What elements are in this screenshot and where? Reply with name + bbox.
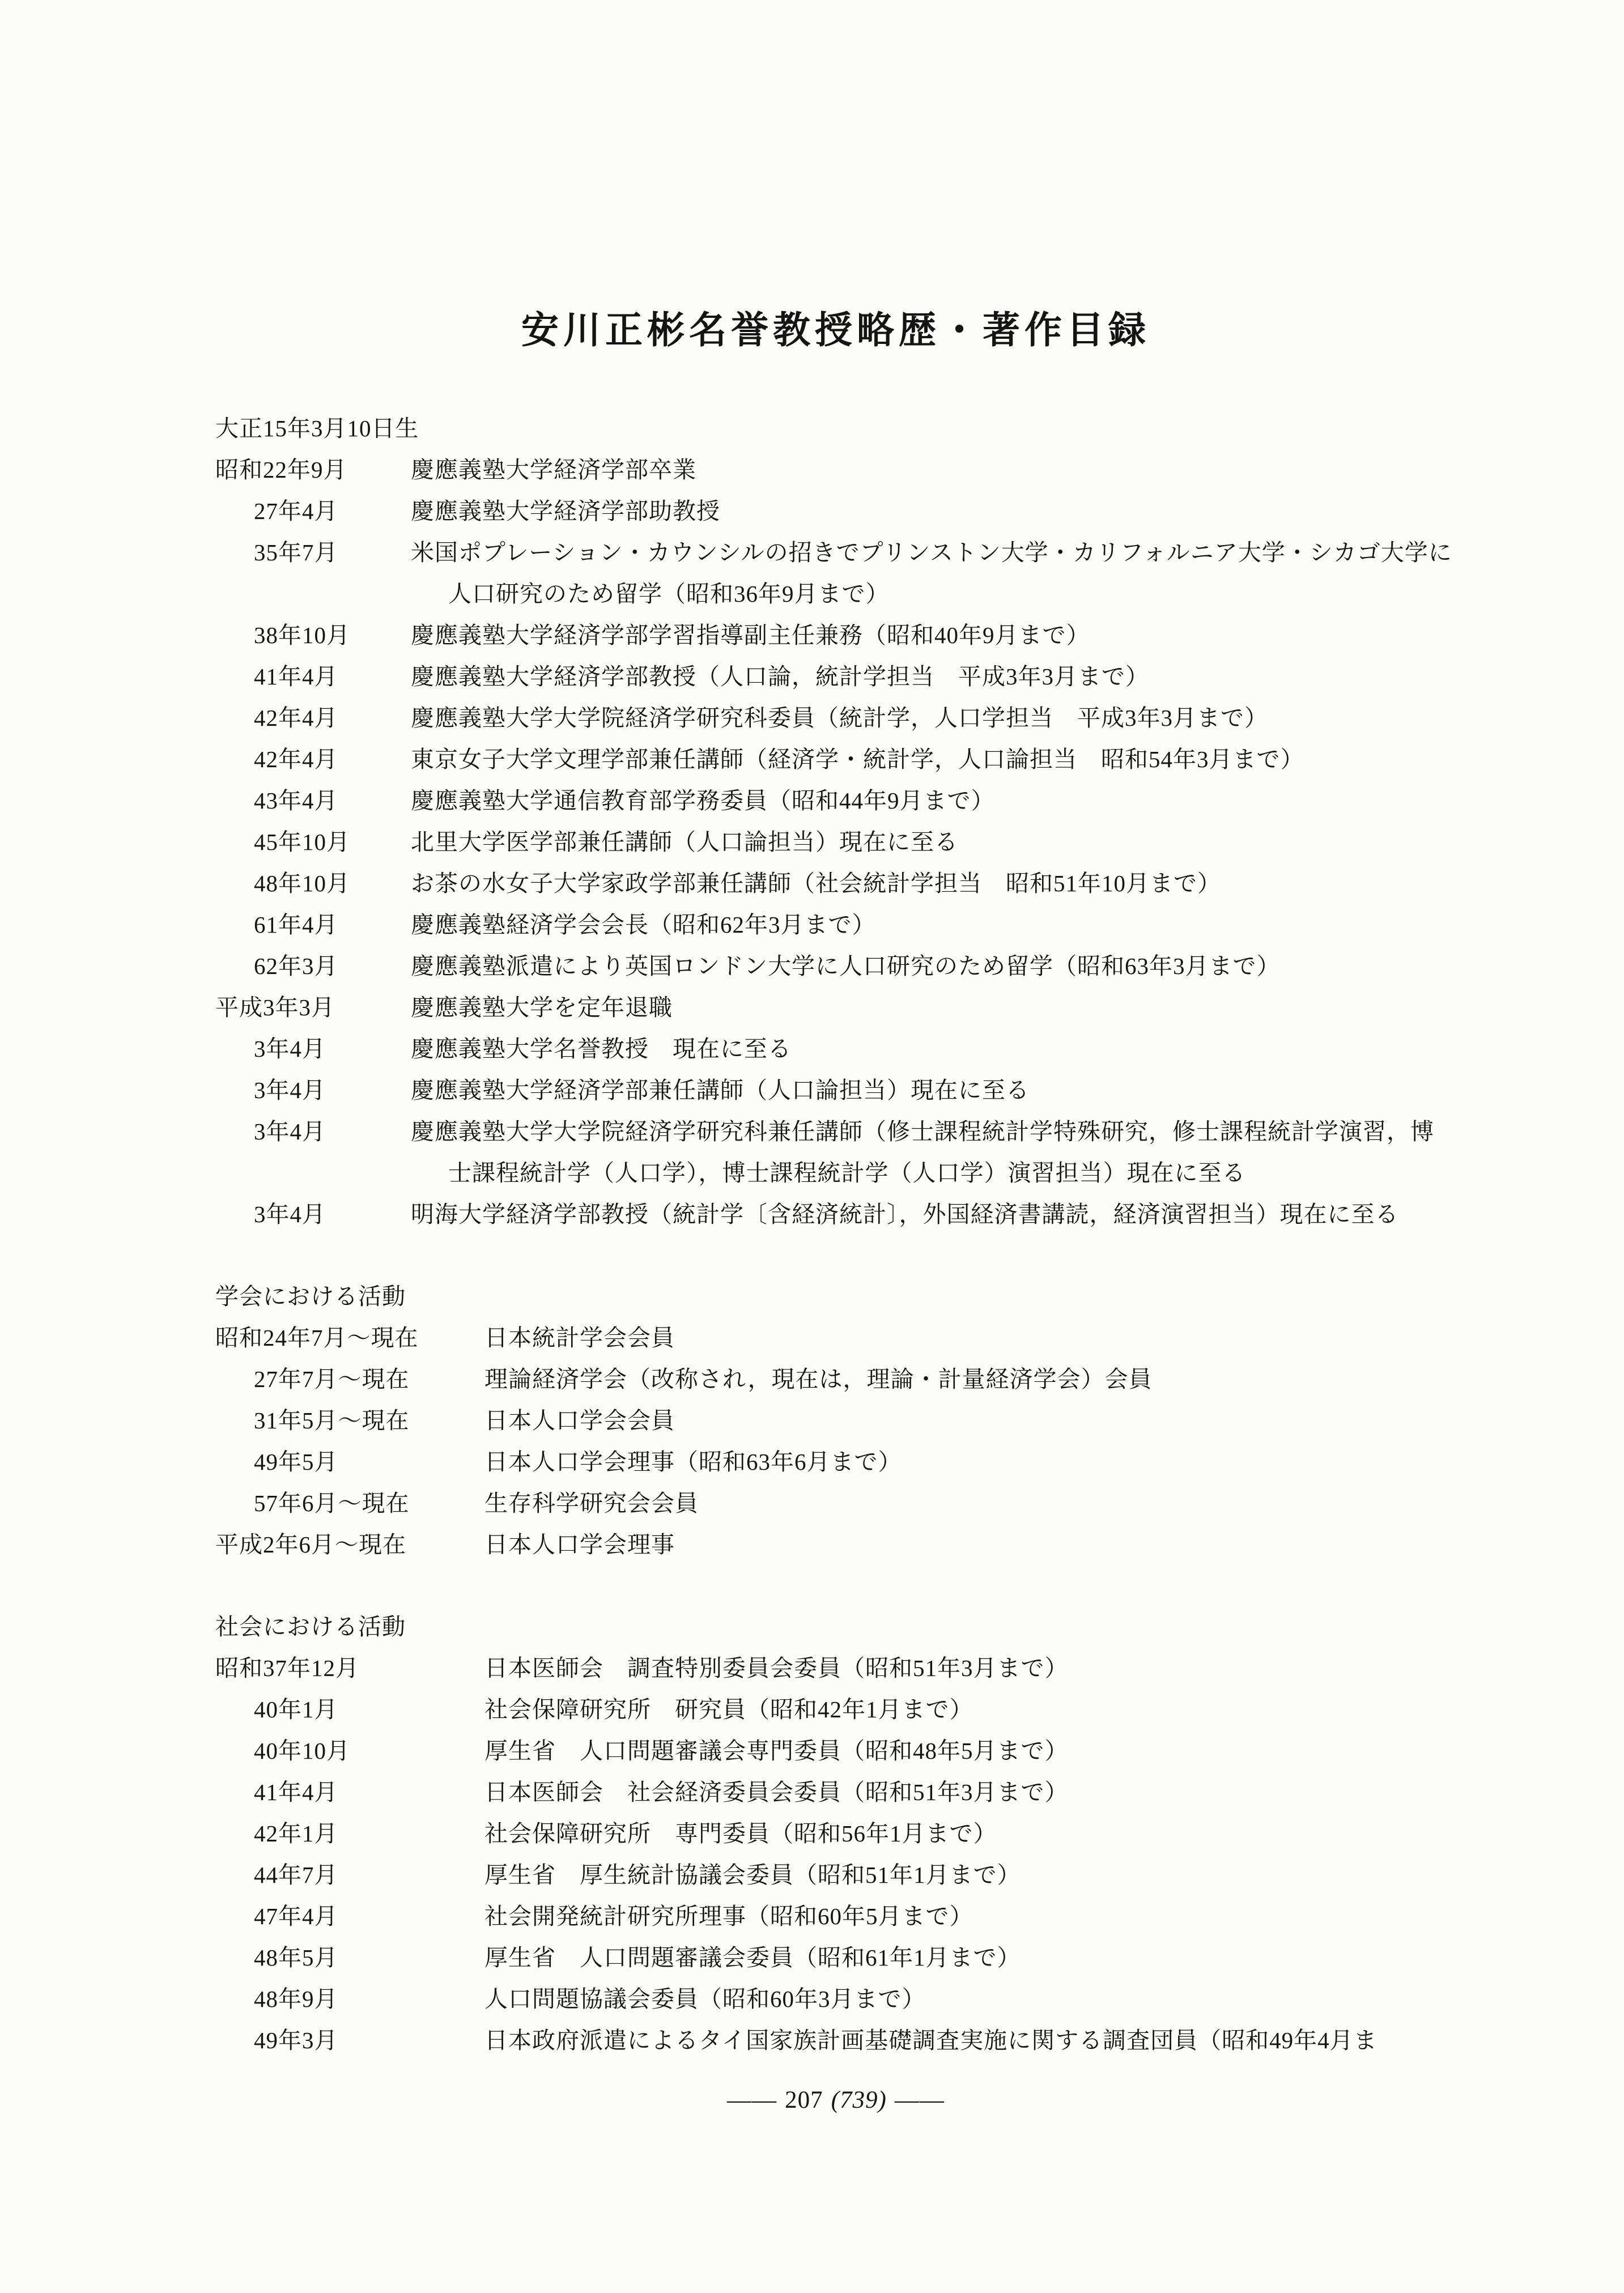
activity-entry — [215, 1813, 1456, 1854]
career-entry — [215, 987, 1456, 1028]
footer-dash-right: ―― — [894, 2087, 945, 2113]
career-entry — [215, 780, 1456, 822]
activity-entry — [215, 1400, 1456, 1441]
entry-date: 47年4月 — [254, 1903, 338, 1929]
entry-text: 慶應義塾大学大学院経済学研究科委員（統計学，人口学担当 平成3年3月まで） — [411, 705, 1268, 731]
sections — [215, 1276, 1456, 2061]
activity-entry — [215, 1854, 1456, 1896]
entry-text: 慶應義塾大学通信教育部学務委員（昭和44年9月まで） — [411, 788, 995, 814]
page-footer — [215, 2086, 1456, 2114]
document-body — [215, 408, 1456, 2061]
entry-date: 48年9月 — [254, 1986, 338, 2012]
section-entry-list — [215, 1317, 1456, 1565]
career-entry — [215, 449, 1456, 491]
entry-date: 48年5月 — [254, 1945, 338, 1971]
activity-entry — [215, 1483, 1456, 1524]
entry-text: 慶應義塾大学名誉教授 現在に至る — [411, 1036, 792, 1062]
footer-dash-left: ―― — [727, 2087, 777, 2113]
career-entry — [215, 1194, 1456, 1235]
entry-text: お茶の水女子大学家政学部兼任講師（社会統計学担当 昭和51年10月まで） — [411, 870, 1221, 896]
career-entry — [215, 739, 1456, 780]
entry-text: 慶應義塾大学経済学部兼任講師（人口論担当）現在に至る — [411, 1077, 1030, 1103]
entry-text: 慶應義塾大学大学院経済学研究科兼任講師（修士課程統計学特殊研究，修士課程統計学演習，博士課程統計学（人口学），博士課程統計学（人口学）演習担当）現在に至る — [411, 1118, 1434, 1186]
activity-entry — [215, 1979, 1456, 2020]
activity-entry — [215, 1937, 1456, 1979]
entry-text: 日本人口学会会員 — [484, 1407, 675, 1433]
entry-text: 東京女子大学文理学部兼任講師（経済学・統計学，人口論担当 昭和54年3月まで） — [411, 746, 1304, 772]
entry-date: 27年4月 — [254, 498, 338, 524]
activity-entry — [215, 1317, 1456, 1359]
entry-text: 理論経済学会（改称され，現在は，理論・計量経済学会）会員 — [484, 1366, 1153, 1392]
activity-entry — [215, 1524, 1456, 1565]
entry-date: 38年10月 — [254, 622, 350, 648]
entry-date: 40年10月 — [254, 1738, 350, 1764]
career-list — [215, 449, 1456, 1235]
entry-text: 日本人口学会理事（昭和63年6月まで） — [484, 1449, 902, 1475]
entry-date: 48年10月 — [254, 870, 350, 896]
entry-text: 社会保障研究所 研究員（昭和42年1月まで） — [484, 1696, 973, 1722]
entry-text: 日本医師会 調査特別委員会委員（昭和51年3月まで） — [484, 1655, 1069, 1681]
entry-date: 3年4月 — [254, 1201, 326, 1227]
activity-entry — [215, 1689, 1456, 1730]
page-title: 安川正彬名誉教授略歴・著作目録 — [521, 310, 1150, 351]
career-entry — [215, 615, 1456, 656]
entry-date: 45年10月 — [254, 829, 350, 855]
section-heading: 社会における活動 — [215, 1614, 406, 1640]
activity-entry — [215, 1441, 1456, 1483]
entry-text: 慶應義塾大学を定年退職 — [411, 994, 673, 1020]
career-entry — [215, 863, 1456, 904]
activity-section — [215, 1606, 1456, 2061]
entry-date: 3年4月 — [254, 1118, 326, 1145]
entry-date: 41年4月 — [254, 1779, 338, 1805]
career-entry — [215, 1111, 1456, 1194]
entry-date: 3年4月 — [254, 1036, 326, 1062]
activity-entry — [215, 1896, 1456, 1937]
entry-text: 社会保障研究所 専門委員（昭和56年1月まで） — [484, 1820, 997, 1847]
career-entry — [215, 1028, 1456, 1070]
entry-text: 社会開発統計研究所理事（昭和60年5月まで） — [484, 1903, 973, 1929]
entry-date: 42年4月 — [254, 705, 338, 731]
career-entry — [215, 822, 1456, 863]
career-entry — [215, 532, 1456, 615]
entry-date: 42年1月 — [254, 1820, 338, 1847]
series-number: (739) — [831, 2087, 887, 2113]
entry-date: 27年7月～現在 — [254, 1366, 410, 1392]
entry-text: 慶應義塾大学経済学部卒業 — [411, 457, 696, 483]
entry-text: 慶應義塾大学経済学部学習指導副主任兼務（昭和40年9月まで） — [411, 622, 1090, 648]
entry-date: 42年4月 — [254, 746, 338, 772]
entry-date: 43年4月 — [254, 788, 338, 814]
birth-line: 大正15年3月10日生 — [215, 415, 419, 441]
entry-text: 米国ポプレーション・カウンシルの招きでプリンストン大学・カリフォルニア大学・シカゴ大学に人口研究のため留学（昭和36年9月まで） — [411, 539, 1452, 607]
career-entry — [215, 656, 1456, 697]
entry-date: 44年7月 — [254, 1862, 338, 1888]
career-entry — [215, 697, 1456, 739]
page-number: 207 — [785, 2087, 823, 2113]
entry-date: 35年7月 — [254, 539, 338, 565]
entry-date: 昭和24年7月～現在 — [215, 1325, 419, 1351]
entry-date: 57年6月～現在 — [254, 1490, 410, 1516]
entry-date: 3年4月 — [254, 1077, 326, 1103]
activity-entry — [215, 1359, 1456, 1400]
entry-text: 明海大学経済学部教授（統計学〔含経済統計〕，外国経済書講読，経済演習担当）現在に至る — [411, 1201, 1399, 1227]
career-entry — [215, 946, 1456, 987]
entry-date: 41年4月 — [254, 663, 338, 690]
entry-text: 日本医師会 社会経済委員会委員（昭和51年3月まで） — [484, 1779, 1069, 1805]
entry-text: 慶應義塾大学経済学部助教授 — [411, 498, 720, 524]
entry-text: 人口問題協議会委員（昭和60年3月まで） — [484, 1986, 926, 2012]
entry-date: 49年3月 — [254, 2027, 338, 2053]
activity-entry — [215, 1648, 1456, 1689]
entry-text: 厚生省 人口問題審議会専門委員（昭和48年5月まで） — [484, 1738, 1069, 1764]
entry-text: 慶應義塾大学経済学部教授（人口論，統計学担当 平成3年3月まで） — [411, 663, 1149, 690]
entry-text: 北里大学医学部兼任講師（人口論担当）現在に至る — [411, 829, 958, 855]
career-entry — [215, 1070, 1456, 1111]
section-heading: 学会における活動 — [215, 1283, 406, 1309]
entry-date: 昭和37年12月 — [215, 1655, 359, 1681]
entry-text: 日本統計学会会員 — [484, 1325, 675, 1351]
entry-date: 平成3年3月 — [215, 994, 335, 1020]
entry-date: 平成2年6月～現在 — [215, 1531, 406, 1558]
activity-entry — [215, 2020, 1456, 2061]
activity-entry — [215, 1772, 1456, 1813]
activity-entry — [215, 1730, 1456, 1772]
entry-text: 慶應義塾派遣により英国ロンドン大学に人口研究のため留学（昭和63年3月まで） — [411, 953, 1281, 979]
entry-text: 厚生省 人口問題審議会委員（昭和61年1月まで） — [484, 1945, 1021, 1971]
entry-date: 昭和22年9月 — [215, 457, 347, 483]
entry-text: 慶應義塾経済学会会長（昭和62年3月まで） — [411, 912, 876, 938]
entry-date: 62年3月 — [254, 953, 338, 979]
entry-text: 厚生省 厚生統計協議会委員（昭和51年1月まで） — [484, 1862, 1021, 1888]
entry-date: 31年5月～現在 — [254, 1407, 410, 1433]
career-entry — [215, 904, 1456, 946]
activity-section — [215, 1276, 1456, 1565]
entry-date: 61年4月 — [254, 912, 338, 938]
entry-text: 生存科学研究会会員 — [484, 1490, 699, 1516]
entry-text: 日本政府派遣によるタイ国家族計画基礎調査実施に関する調査団員（昭和49年4月ま — [484, 2027, 1378, 2053]
entry-date: 40年1月 — [254, 1696, 338, 1722]
career-entry — [215, 491, 1456, 532]
entry-text: 日本人口学会理事 — [484, 1531, 675, 1558]
section-entry-list — [215, 1648, 1456, 2061]
entry-date: 49年5月 — [254, 1449, 338, 1475]
